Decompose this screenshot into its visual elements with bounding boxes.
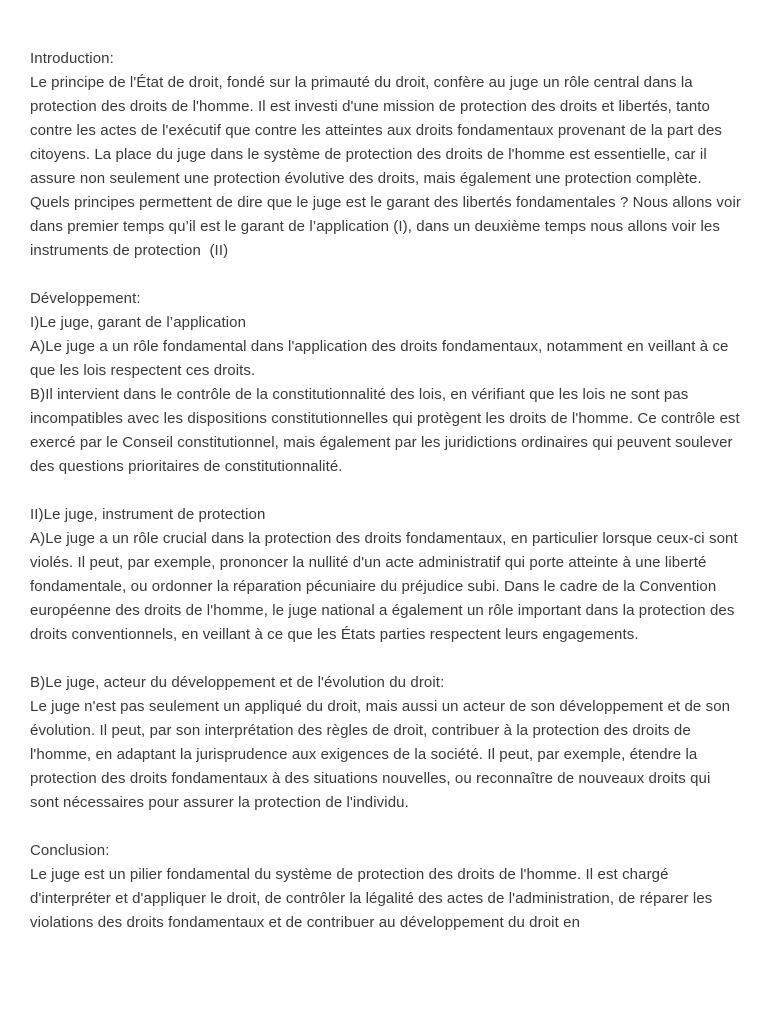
- document-body: [30, 47, 746, 935]
- development-heading: Développement:: [30, 290, 141, 307]
- section-one-a-paragraph: A)Le juge a un rôle fondamental dans l'application des droits fondamentaux, notamment en veillant à ce que les lois respectent ces droits.: [30, 338, 733, 379]
- section-two-b-paragraph: Le juge n'est pas seulement un appliqué du droit, mais aussi un acteur de son développement et de son évolution. Il peut, par son interprétation des règles de droit, contribuer à la protection des droits de l'homme, en adaptant la jurisprudence aux exigences de la société. Il peut, par exemple, étendre la protection des droits fondamentaux à des situations nouvelles, ou reconnaître de nouveaux droits qui sont nécessaires pour assurer la protection de l'individu.: [30, 698, 735, 811]
- conclusion-heading: Conclusion:: [30, 842, 110, 859]
- intro-paragraph: Le principe de l'État de droit, fondé sur la primauté du droit, confère au juge un rôle central dans la protection des droits de l'homme. Il est investi d'une mission de protection des droits et libertés, tanto contre les actes de l'exécutif que contre les atteintes aux droits fondamentaux provenant de la part des citoyens. La place du juge dans le système de protection des droits de l'homme est essentielle, car il assure non seulement une protection évolutive des droits, mais également une protection complète. Quels principes permettent de dire que le juge est le garant des libertés fondamentales ? Nous allons voir dans premier temps qu’il est le garant de l’application (I), dans un deuxième temps nous allons voir les instruments de protection (II): [30, 74, 746, 259]
- intro-heading: Introduction:: [30, 50, 114, 67]
- section-one-b-paragraph: B)Il intervient dans le contrôle de la constitutionnalité des lois, en vérifiant que les lois ne sont pas incompatibles avec les dispositions constitutionnelles qui protègent les droits de l'homme. Ce contrôle est exercé par le Conseil constitutionnel, mais également par les juridictions ordinaires qui peuvent soulever des questions prioritaires de constitutionnalité.: [30, 386, 745, 475]
- spacer: [30, 647, 742, 671]
- spacer: [30, 479, 742, 503]
- spacer: [30, 815, 742, 839]
- section-two-a-paragraph: A)Le juge a un rôle crucial dans la protection des droits fondamentaux, en particulier lorsque ceux-ci sont violés. Il peut, par exemple, prononcer la nullité d'un acte administratif qui porte atteinte à une liberté fondamentale, ou ordonner la réparation pécuniaire du préjudice subi. Dans le cadre de la Convention européenne des droits de l'homme, le juge national a également un rôle important dans la protection des droits conventionnels, en veillant à ce que les États parties respectent leurs engagements.: [30, 530, 743, 643]
- section-two-heading: II)Le juge, instrument de protection: [30, 506, 266, 523]
- conclusion-paragraph: Le juge est un pilier fondamental du système de protection des droits de l'homme. Il est chargé d'interpréter et d'appliquer le droit, de contrôler la légalité des actes de l'administration, de réparer les violations des droits fondamentaux et de contribuer au développement du droit en: [30, 866, 717, 931]
- spacer: [30, 263, 742, 287]
- section-one-heading: I)Le juge, garant de l’application: [30, 314, 247, 331]
- section-two-b-heading: B)Le juge, acteur du développement et de l'évolution du droit:: [30, 674, 445, 691]
